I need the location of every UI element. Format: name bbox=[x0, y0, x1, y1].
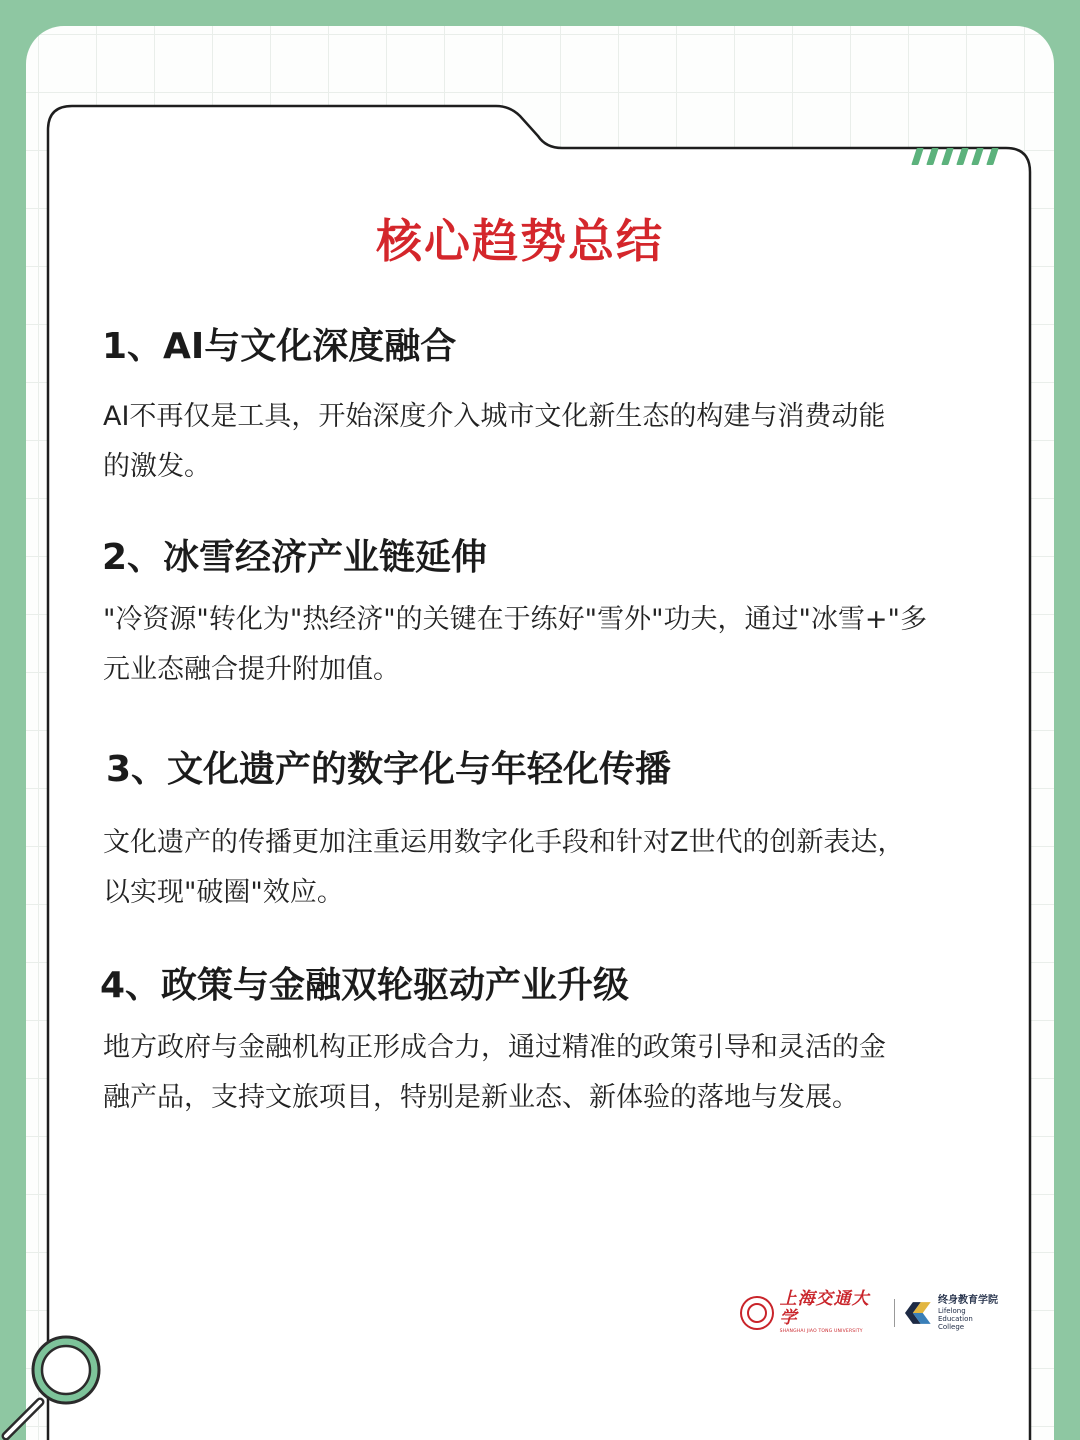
section-2-line-2: 元业态融合提升附加值。 bbox=[103, 654, 400, 685]
section-4-heading: 4、政策与金融双轮驱动产业升级 bbox=[100, 965, 630, 1006]
section-3-line-1: 文化遗产的传播更加注重运用数字化手段和针对Z世代的创新表达， bbox=[103, 827, 905, 858]
section-3-line-2: 以实现"破圈"效应。 bbox=[103, 877, 344, 908]
footer-logos bbox=[740, 1289, 1002, 1334]
section-2-line-1: "冷资源"转化为"热经济"的关键在于练好"雪外"功夫，通过"冰雪+"多 bbox=[103, 604, 927, 635]
college-name-en-2: College bbox=[937, 1323, 965, 1331]
section-1-line-1: AI不再仅是工具，开始深度介入城市文化新生态的构建与消费动能 bbox=[103, 401, 886, 432]
college-name-cn: 终身教育学院 bbox=[937, 1295, 998, 1306]
logo-divider bbox=[894, 1299, 895, 1327]
section-3-body bbox=[103, 818, 1003, 918]
sjtu-seal-icon bbox=[740, 1296, 774, 1330]
sjtu-name-cn: 上海交通大学 bbox=[779, 1289, 870, 1328]
section-4-line-1: 地方政府与金融机构正形成合力，通过精准的政策引导和灵活的金 bbox=[103, 1032, 886, 1063]
college-name-en-1: Lifelong Education bbox=[937, 1307, 973, 1323]
stripe bbox=[941, 148, 954, 165]
sjtu-logo-text bbox=[780, 1290, 887, 1336]
magnifier-icon bbox=[0, 1332, 110, 1440]
section-3-heading: 3、文化遗产的数字化与年轻化传播 bbox=[106, 749, 672, 790]
stripe bbox=[956, 148, 969, 165]
section-4-body bbox=[103, 1023, 1003, 1123]
stripe bbox=[911, 148, 924, 165]
college-logo-text bbox=[938, 1295, 1002, 1331]
sjtu-name-en: SHANGHAI JIAO TONG UNIVERSITY bbox=[779, 1329, 863, 1334]
stripe bbox=[971, 148, 984, 165]
section-2-heading: 2、冰雪经济产业链延伸 bbox=[102, 537, 488, 578]
section-4-line-2: 融产品，支持文旅项目，特别是新业态、新体验的落地与发展。 bbox=[103, 1082, 859, 1113]
stripe bbox=[926, 148, 939, 165]
section-1-heading: 1、AI与文化深度融合 bbox=[102, 326, 457, 367]
section-1-line-2: 的激发。 bbox=[103, 451, 211, 482]
section-1-body bbox=[103, 392, 1003, 492]
college-logo-icon bbox=[903, 1298, 933, 1328]
page-title: 核心趋势总结 bbox=[376, 214, 664, 268]
decorative-stripes bbox=[914, 148, 996, 165]
section-2-body bbox=[103, 595, 1003, 695]
